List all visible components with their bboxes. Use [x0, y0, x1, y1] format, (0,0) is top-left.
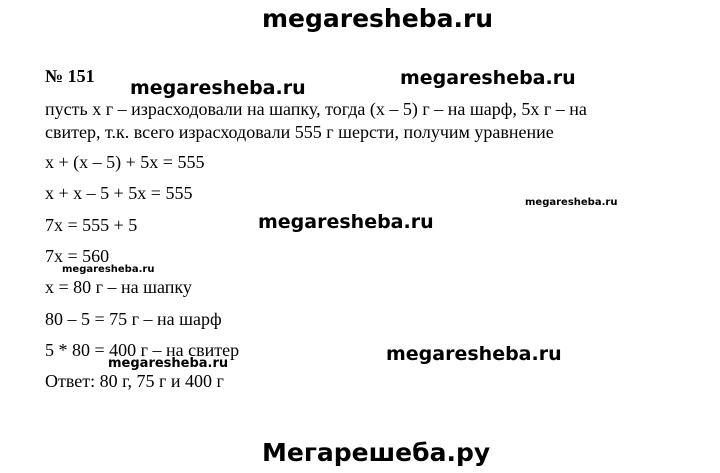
watermark: megaresheba.ru	[130, 77, 306, 99]
solution-step: 7х = 555 + 5	[45, 215, 138, 235]
watermark: megaresheba.ru	[258, 211, 434, 233]
problem-statement-line-1: пусть х г – израсходовали на шапку, тогда (х – 5) г – на шарф, 5х г – на	[45, 99, 587, 119]
solution-step: х = 80 г – на шапку	[45, 277, 192, 297]
watermark: megaresheba.ru	[525, 197, 618, 208]
header-watermark: megaresheba.ru	[262, 4, 494, 33]
solution-step: х + х – 5 + 5х = 555	[45, 183, 193, 203]
watermark: megaresheba.ru	[386, 343, 562, 365]
watermark: megaresheba.ru	[400, 67, 576, 89]
solution-step: 80 – 5 = 75 г – на шарф	[45, 309, 222, 329]
footer-watermark: Мегарешеба.ру	[262, 438, 491, 467]
solution-step: 7х = 560	[45, 246, 110, 266]
problem-number: № 151	[45, 66, 95, 86]
solution-step: х + (х – 5) + 5х = 555	[45, 152, 205, 172]
problem-statement-line-2: свитер, т.к. всего израсходовали 555 г шерсти, получим уравнение	[45, 122, 554, 142]
answer-line: Ответ: 80 г, 75 г и 400 г	[45, 371, 224, 391]
watermark: megaresheba.ru	[108, 356, 229, 371]
solution-step: 5 * 80 = 400 г – на свитер	[45, 340, 240, 360]
watermark: megaresheba.ru	[62, 264, 155, 275]
